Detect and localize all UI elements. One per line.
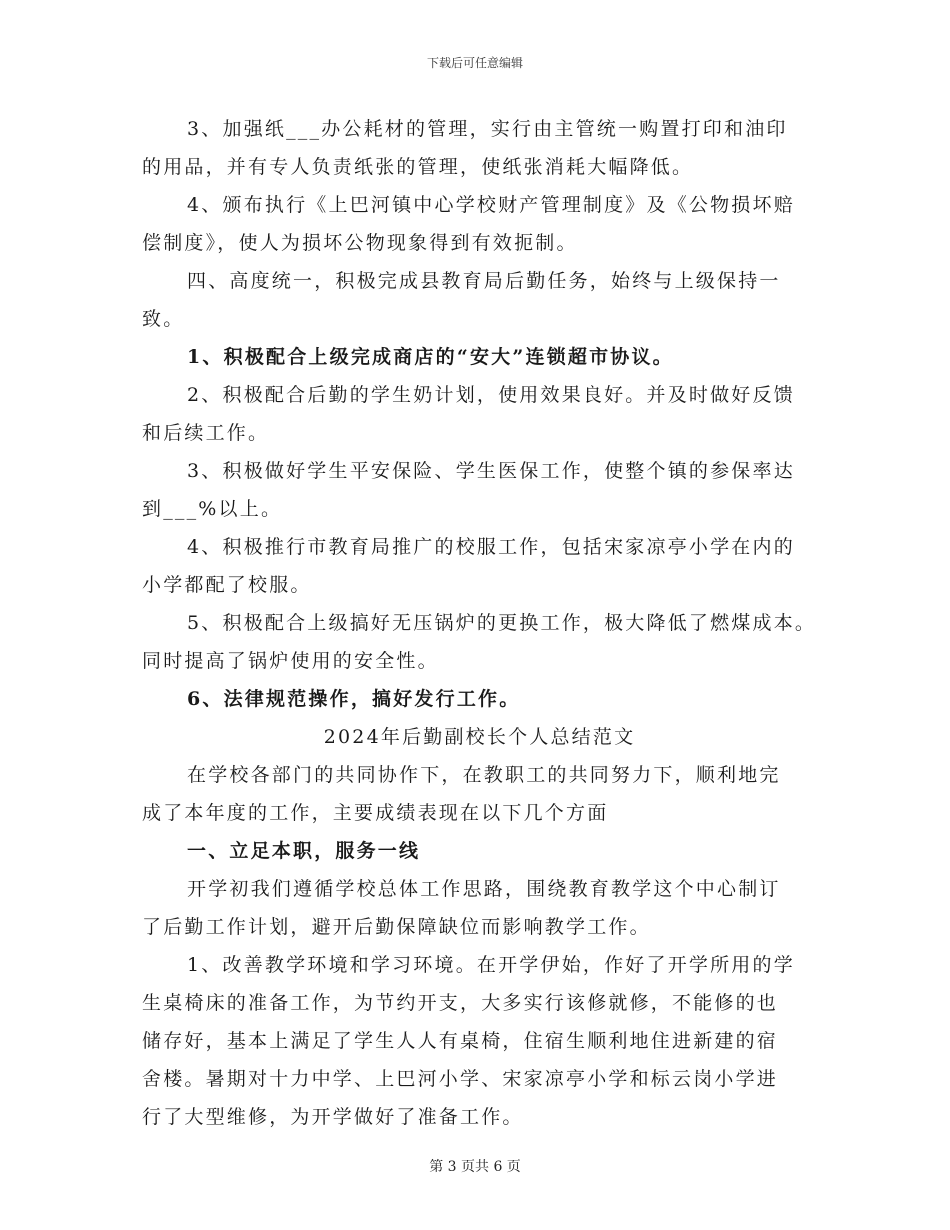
- text-line: 4、颁布执行《上巴河镇中心学校财产管理制度》及《公物损坏赔: [187, 194, 795, 216]
- text-line: 1、改善教学环境和学习环境。在开学伊始，作好了开学所用的学: [187, 954, 795, 976]
- document-body: [142, 110, 817, 1136]
- text-line: 和后续工作。: [142, 422, 270, 444]
- text-line: 行了大型维修，为开学做好了准备工作。: [142, 1106, 524, 1128]
- page-header: 下载后可任意编辑: [426, 56, 523, 70]
- text-line: 一、立足本职，服务一线: [187, 840, 421, 862]
- text-line: 3、积极做好学生平安保险、学生医保工作，使整个镇的参保率达: [187, 460, 795, 482]
- text-line: 开学初我们遵循学校总体工作思路，围绕教育教学这个中心制订: [187, 878, 781, 900]
- text-line: 1、积极配合上级完成商店的“安大”连锁超市协议。: [187, 346, 674, 368]
- text-line: 在学校各部门的共同协作下，在教职工的共同努力下，顺利地完: [187, 764, 781, 786]
- text-line: 成了本年度的工作，主要成绩表现在以下几个方面: [142, 802, 609, 824]
- text-line: 3、加强纸___办公耗材的管理，实行由主管统一购置打印和油印: [187, 118, 788, 140]
- text-line: 同时提高了锅炉使用的安全性。: [142, 650, 439, 672]
- text-line: 的用品，并有专人负责纸张的管理，使纸张消耗大幅降低。: [142, 156, 694, 178]
- text-line: 2、积极配合后勤的学生奶计划，使用效果良好。并及时做好反馈: [187, 384, 795, 406]
- text-line: 致。: [142, 308, 185, 330]
- text-line: 舍楼。暑期对十力中学、上巴河小学、宋家凉亭小学和标云岗小学进: [142, 1068, 779, 1090]
- text-line: 6、法律规范操作，搞好发行工作。: [187, 688, 521, 710]
- section-title: 2024年后勤副校长个人总结范文: [323, 726, 636, 748]
- text-line: 小学都配了校服。: [142, 574, 312, 596]
- text-line: 5、积极配合上级搞好无压锅炉的更换工作，极大降低了燃煤成本。: [187, 612, 817, 634]
- text-line: 到___%以上。: [142, 498, 283, 520]
- text-line: 四、高度统一，积极完成县教育局后勤任务，始终与上级保持一: [187, 270, 781, 292]
- text-line: 了后勤工作计划，避开后勤保障缺位而影响教学工作。: [142, 916, 651, 938]
- text-line: 储存好，基本上满足了学生人人有桌椅，住宿生顺利地住进新建的宿: [142, 1030, 779, 1052]
- text-line: 生桌椅床的准备工作，为节约开支，大多实行该修就修，不能修的也: [142, 992, 779, 1014]
- text-line: 偿制度》，使人为损坏公物现象得到有效扼制。: [142, 232, 578, 254]
- text-line: 4、积极推行市教育局推广的校服工作，包括宋家凉亭小学在内的: [187, 536, 795, 558]
- page-footer: 第 3 页共 6 页: [429, 1159, 521, 1175]
